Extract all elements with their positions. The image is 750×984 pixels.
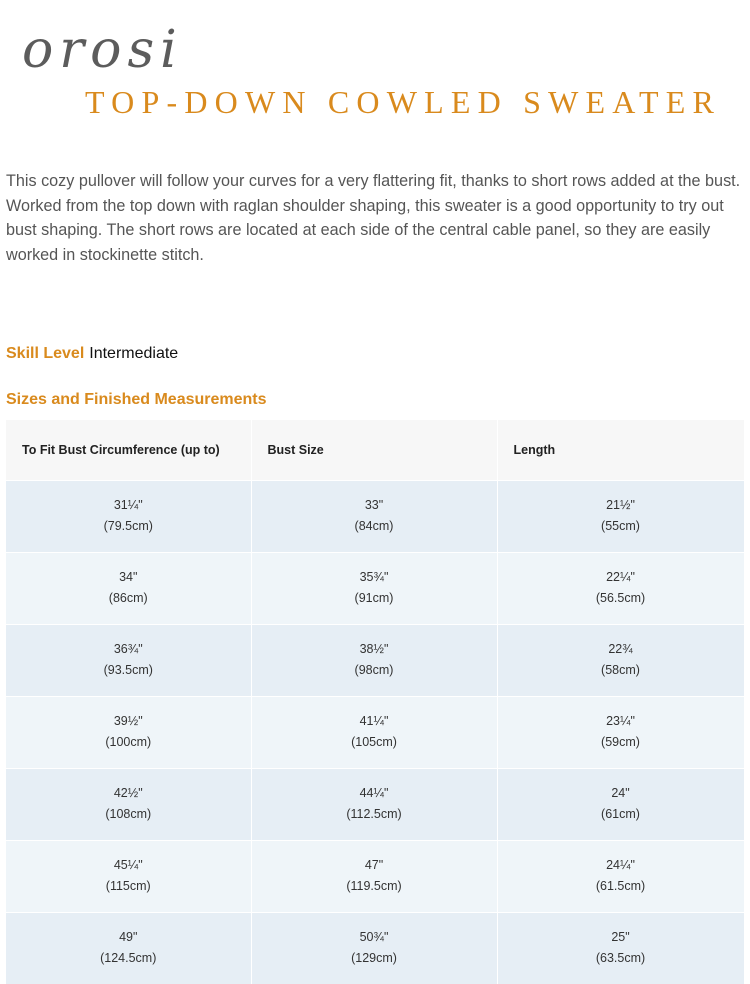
- cell-cm: (100cm): [105, 735, 152, 749]
- cell-cm: (105cm): [351, 735, 397, 749]
- table-row: [6, 624, 744, 696]
- table-row: [6, 552, 744, 624]
- table-cell: [6, 696, 251, 768]
- table-header-row: [6, 420, 744, 480]
- cell-cm: (61cm): [601, 807, 640, 821]
- cell-inches: 24": [611, 786, 630, 800]
- table-row: [6, 696, 744, 768]
- skill-level-label: Skill Level: [6, 345, 85, 362]
- cell-inches: 42½": [113, 786, 143, 800]
- cell-inches: 41¼": [359, 714, 389, 728]
- cell-cm: (124.5cm): [100, 951, 157, 965]
- table-row: [6, 768, 744, 840]
- table-cell: [497, 768, 744, 840]
- table-cell: [497, 696, 744, 768]
- cell-cm: (91cm): [354, 591, 394, 605]
- table-cell: [251, 840, 497, 912]
- sizes-heading: Sizes and Finished Measurements: [6, 391, 267, 408]
- cell-cm: (55cm): [601, 519, 640, 533]
- table-cell: [6, 912, 251, 984]
- cell-inches: 49": [119, 930, 138, 944]
- cell-inches: 34": [119, 570, 138, 584]
- table-cell: [251, 624, 497, 696]
- table-cell: [6, 480, 251, 552]
- cell-cm: (119.5cm): [346, 879, 402, 893]
- table-cell: [6, 840, 251, 912]
- cell-inches: 24¼": [606, 858, 635, 872]
- cell-inches: 44¼": [359, 786, 389, 800]
- table-cell: [6, 552, 251, 624]
- cell-cm: (108cm): [105, 807, 152, 821]
- table-cell: [497, 912, 744, 984]
- cell-cm: (93.5cm): [103, 663, 153, 677]
- cell-cm: (115cm): [105, 879, 151, 893]
- table-cell: [497, 480, 744, 552]
- cell-inches: 39½": [113, 714, 143, 728]
- cell-cm: (79.5cm): [103, 519, 153, 533]
- cell-cm: (61.5cm): [595, 879, 646, 893]
- cell-cm: (56.5cm): [595, 591, 646, 605]
- table-cell: [251, 912, 497, 984]
- column-header-bust-size: Bust Size: [251, 420, 497, 480]
- table-cell: [497, 624, 744, 696]
- cell-inches: 36¾": [113, 642, 143, 656]
- skill-level-value: Intermediate: [89, 345, 179, 362]
- column-header-length: Length: [497, 420, 744, 480]
- cell-inches: 50¾": [359, 930, 389, 944]
- column-header-bust-circumference: To Fit Bust Circumference (up to): [6, 420, 251, 480]
- table-cell: [6, 624, 251, 696]
- cell-inches: 35¾": [359, 570, 389, 584]
- cell-cm: (112.5cm): [346, 807, 402, 821]
- cell-inches: 31¼": [113, 498, 143, 512]
- cell-inches: 47": [364, 858, 384, 872]
- page-title: TOP-DOWN COWLED SWEATER: [85, 84, 722, 120]
- brand-logo: orosi: [22, 20, 183, 80]
- cell-inches: 45¼": [113, 858, 143, 872]
- table-cell: [251, 768, 497, 840]
- table-cell: [251, 480, 497, 552]
- table-row: [6, 912, 744, 984]
- intro-paragraph: This cozy pullover will follow your curves for a very flattering fit, thanks to short rows added at the bust. Worked from the top down with raglan shoulder shaping, this sweater is a good opportunity to try out bust shaping. The short rows are located at each side of the central cable panel, so they are easily worked in stockinette stitch.: [6, 172, 741, 264]
- table-cell: [6, 768, 251, 840]
- cell-cm: (58cm): [601, 663, 640, 677]
- cell-cm: (129cm): [351, 951, 397, 965]
- cell-cm: (86cm): [108, 591, 148, 605]
- cell-cm: (63.5cm): [595, 951, 646, 965]
- cell-cm: (84cm): [354, 519, 394, 533]
- table-cell: [497, 552, 744, 624]
- cell-inches: 33": [364, 498, 384, 512]
- cell-inches: 22¾: [608, 642, 633, 656]
- table-row: [6, 480, 744, 552]
- table-cell: [251, 696, 497, 768]
- cell-cm: (59cm): [601, 735, 640, 749]
- cell-inches: 21½": [606, 498, 635, 512]
- table-cell: [497, 840, 744, 912]
- cell-inches: 23¼": [606, 714, 635, 728]
- cell-inches: 38½": [359, 642, 389, 656]
- table-row: [6, 840, 744, 912]
- cell-inches: 22¼": [606, 570, 635, 584]
- table-cell: [251, 552, 497, 624]
- cell-cm: (98cm): [354, 663, 394, 677]
- measurements-table: [6, 420, 745, 984]
- skill-level: [6, 342, 178, 366]
- cell-inches: 25": [611, 930, 630, 944]
